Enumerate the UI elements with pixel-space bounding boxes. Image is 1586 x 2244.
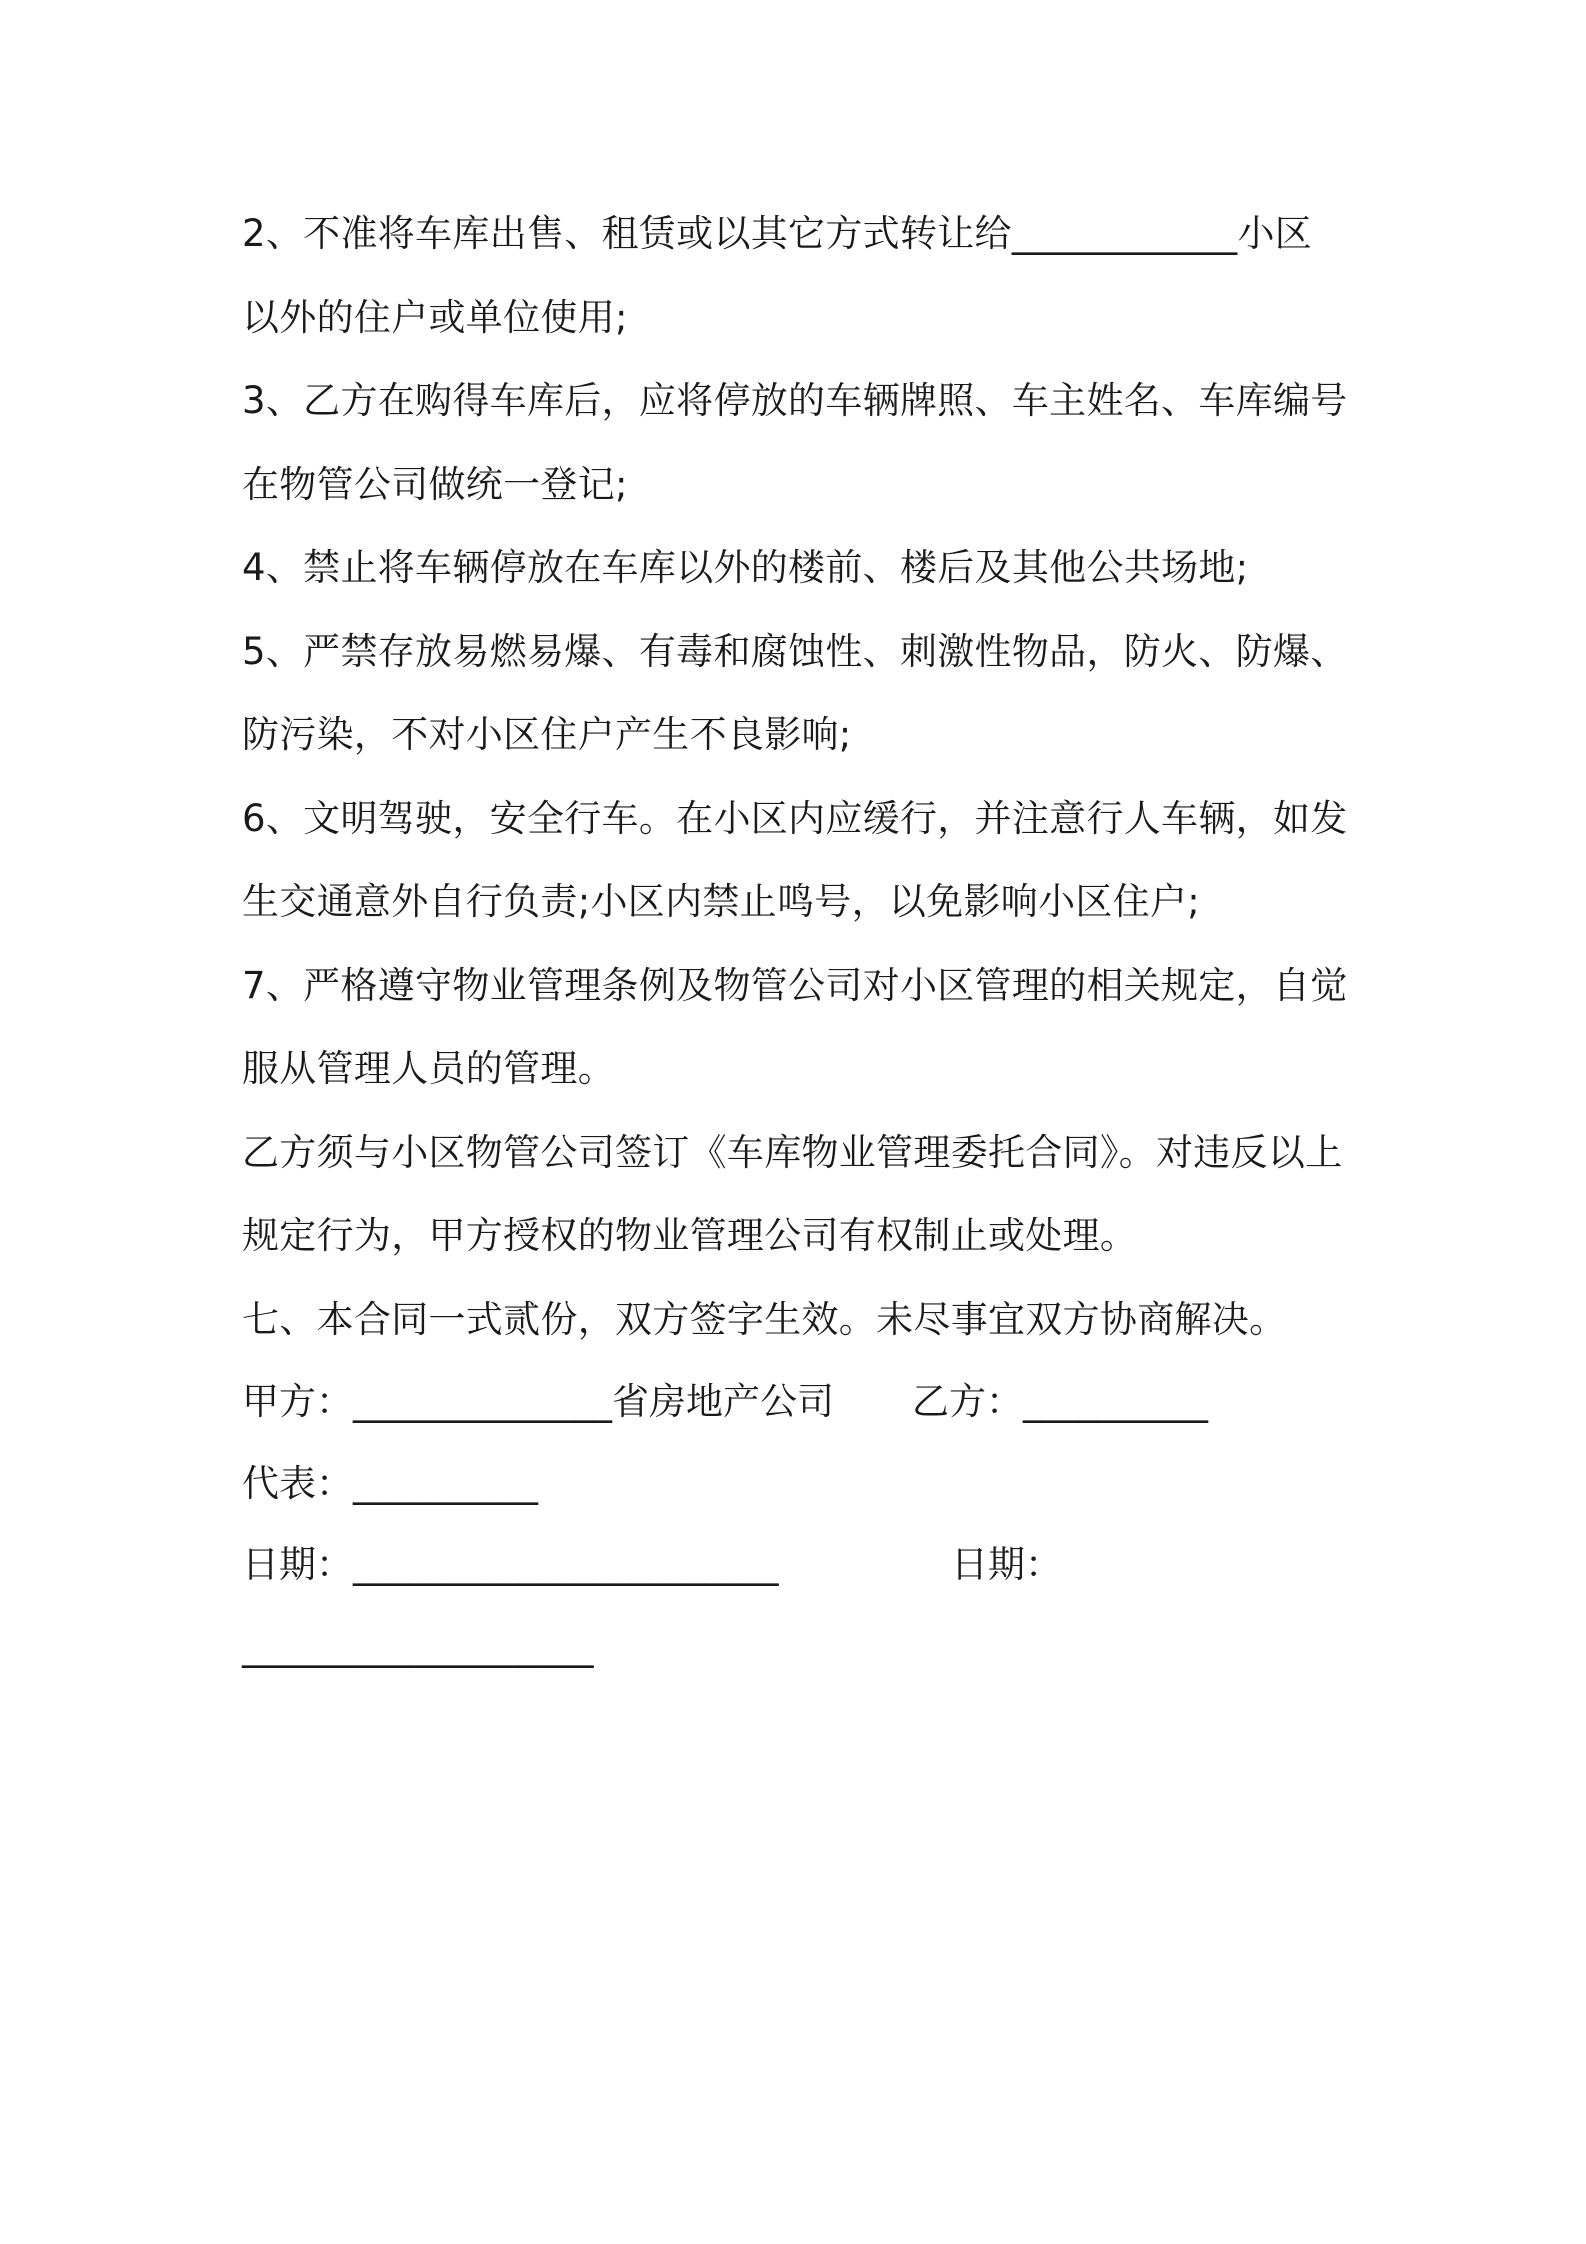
clause-5-line-2: 防污染，不对小区住户产生不良影响; [242, 713, 852, 756]
party-b-date-blank: ___________________ [242, 1624, 594, 1668]
clause-3-line-2: 在物管公司做统一登记; [242, 462, 628, 506]
clause-6-line-2: 生交通意外自行负责;小区内禁止鸣号，以免影响小区住户; [242, 880, 1201, 923]
party-b-date: 日期： [951, 1543, 1062, 1586]
clause-7-line-1: 7、严格遵守物业管理条例及物管公司对小区管理的相关规定，自觉 [242, 963, 1348, 1007]
party-a-date: 日期：_______________________ [242, 1543, 779, 1586]
clause-4-line-1: 4、禁止将车辆停放在车库以外的楼前、楼后及其他公共场地; [242, 546, 1249, 589]
signature-row-representative [242, 1443, 1352, 1525]
contract-note-line-1: 乙方须与小区物管公司签订《车库物业管理委托合同》。对违反以上 [242, 1130, 1343, 1174]
clause-5-line-1: 5、严禁存放易燃易爆、有毒和腐蚀性、刺激性物品，防火、防爆、 [242, 629, 1348, 673]
article-7-line: 七、本合同一式贰份，双方签字生效。未尽事宜双方协商解决。 [242, 1297, 1287, 1341]
clause-2-line-1: 2、不准将车库出售、租赁或以其它方式转让给____________小区 [242, 212, 1313, 255]
party-a-signature: 甲方：______________省房地产公司 [242, 1380, 834, 1423]
signature-row-trailing [242, 1606, 1352, 1688]
clause-2-line-2: 以外的住户或单位使用; [242, 295, 628, 339]
representative-signature: 代表：__________ [242, 1461, 538, 1505]
signature-row-dates [242, 1524, 1352, 1606]
party-b-signature: 乙方：__________ [912, 1380, 1208, 1423]
signature-row-parties [242, 1361, 1352, 1443]
contract-note-line-2: 规定行为，甲方授权的物业管理公司有权制止或处理。 [242, 1214, 1138, 1257]
clause-7-line-2: 服从管理人员的管理。 [242, 1047, 615, 1090]
contract-body [242, 192, 1352, 1687]
clause-3-line-1: 3、乙方在购得车库后，应将停放的车辆牌照、车主姓名、车库编号 [242, 379, 1348, 422]
clause-6-line-1: 6、文明驾驶，安全行车。在小区内应缓行，并注意行人车辆，如发 [242, 796, 1348, 840]
